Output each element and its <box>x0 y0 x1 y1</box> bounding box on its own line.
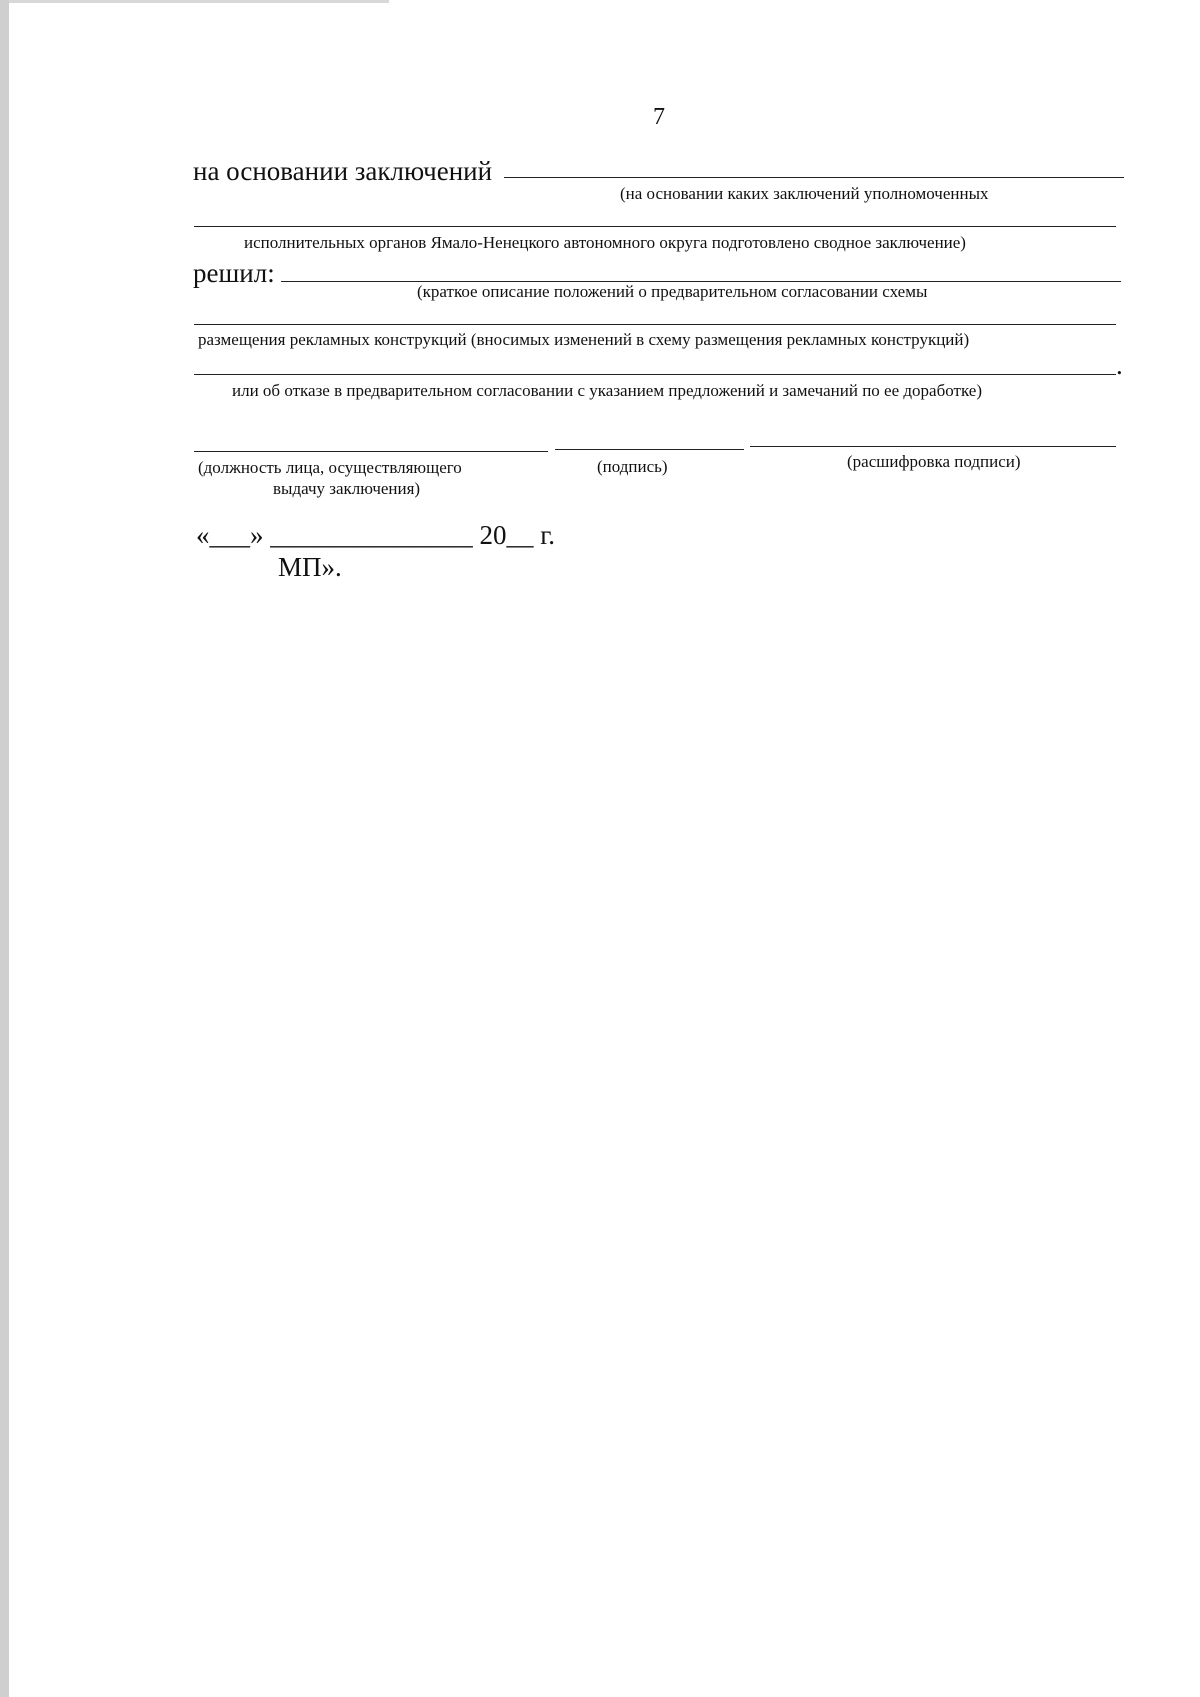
basis-continuation-caption: исполнительных органов Ямало-Ненецкого автономного округа подготовлено сводное заключение) <box>244 233 966 252</box>
scan-left-edge <box>0 0 9 1697</box>
signature-caption: (подпись) <box>597 457 668 476</box>
position-caption-line2: выдачу заключения) <box>273 479 421 498</box>
page-number: 7 <box>653 104 665 130</box>
decision-label: решил: <box>193 258 275 288</box>
decision-continuation-line[interactable] <box>194 324 1116 325</box>
signature-decoding-caption: (расшифровка подписи) <box>847 452 1021 471</box>
basis-label: на основании заключений <box>193 156 493 186</box>
basis-fill-line[interactable] <box>504 177 1124 178</box>
stamp-place: МП». <box>278 552 342 582</box>
decision-caption: (краткое описание положений о предварительном согласовании схемы <box>417 282 928 301</box>
decision-continuation-caption: размещения рекламных конструкций (вносимых изменений в схему размещения рекламных конструкций) <box>198 330 970 349</box>
refusal-end-mark: . <box>1116 350 1123 380</box>
signature-decoding-line[interactable] <box>750 446 1116 447</box>
position-caption-line1: (должность лица, осуществляющего <box>198 458 462 477</box>
scan-top-edge <box>9 0 389 3</box>
date-line[interactable]: «___» _______________ 20__ г. <box>196 520 556 550</box>
signature-line[interactable] <box>555 449 744 450</box>
basis-continuation-line[interactable] <box>194 226 1116 227</box>
refusal-line[interactable] <box>194 374 1116 375</box>
basis-caption: (на основании каких заключений уполномоченных <box>620 184 989 203</box>
position-line[interactable] <box>194 451 548 452</box>
refusal-caption: или об отказе в предварительном согласовании с указанием предложений и замечаний по ее доработке) <box>232 381 982 400</box>
